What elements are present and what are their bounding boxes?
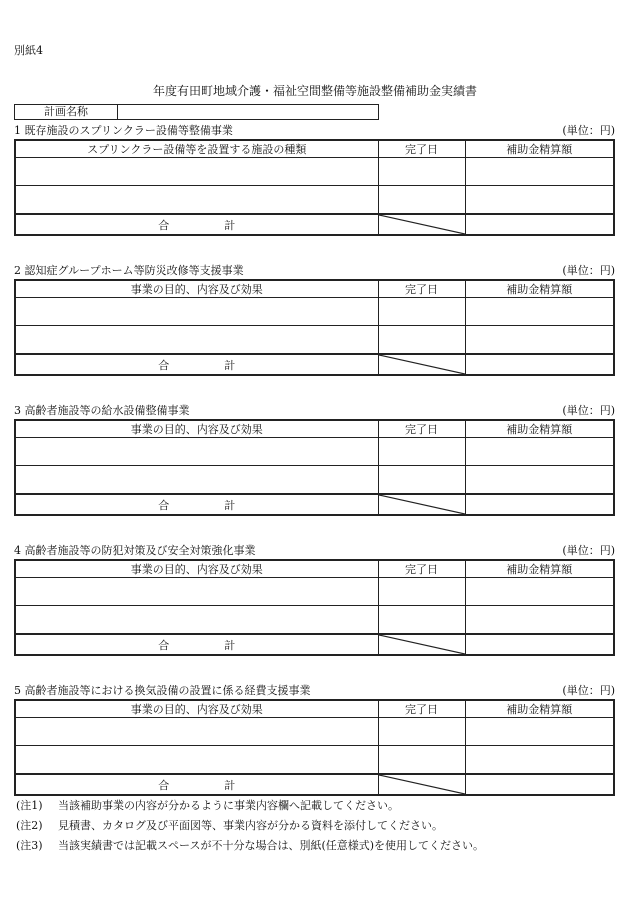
table-cell[interactable] bbox=[378, 578, 465, 606]
note-3-number: (注3) bbox=[16, 839, 43, 852]
note-1-number: (注1) bbox=[16, 799, 43, 812]
table-cell[interactable] bbox=[378, 326, 465, 355]
section-1-unit: (単位：円) bbox=[562, 124, 615, 137]
section-5-heading-row bbox=[14, 682, 615, 698]
section-5-total-label: 合 計 bbox=[15, 774, 378, 795]
section-4-unit: (単位：円) bbox=[562, 544, 615, 557]
section-5-col-completion: 完了日 bbox=[378, 700, 465, 718]
note-2-text: 見積書、カタログ及び平面図等、事業内容が分かる資料を添付してください。 bbox=[58, 819, 443, 832]
section-4-col-completion: 完了日 bbox=[378, 560, 465, 578]
section-1-total-label: 合 計 bbox=[15, 214, 378, 235]
table-cell[interactable] bbox=[15, 746, 378, 775]
section-3-total-label: 合 計 bbox=[15, 494, 378, 515]
table-cell[interactable] bbox=[15, 186, 378, 215]
table-cell[interactable] bbox=[465, 746, 614, 775]
note-3 bbox=[16, 836, 484, 856]
section-1-col-amount: 補助金精算額 bbox=[465, 140, 614, 158]
plan-name-field[interactable] bbox=[118, 105, 378, 119]
section-3-unit: (単位：円) bbox=[562, 404, 615, 417]
diagonal-strike-cell bbox=[378, 354, 465, 375]
section-2-heading-row bbox=[14, 262, 615, 278]
plan-name-label: 計画名称 bbox=[15, 105, 118, 119]
section-3-heading: 3 高齢者施設等の給水設備整備事業 bbox=[14, 404, 190, 417]
section-3-col-amount: 補助金精算額 bbox=[465, 420, 614, 438]
section-5-col-purpose: 事業の目的、内容及び効果 bbox=[15, 700, 378, 718]
section-5-total-amount[interactable] bbox=[465, 774, 614, 795]
table-cell[interactable] bbox=[378, 606, 465, 635]
note-2 bbox=[16, 816, 484, 836]
table-cell[interactable] bbox=[465, 326, 614, 355]
document-title: 年度有田町地域介護・福祉空間整備等施設整備補助金実績書 bbox=[152, 84, 477, 98]
table-cell[interactable] bbox=[15, 578, 378, 606]
note-1 bbox=[16, 796, 484, 816]
plan-name-row bbox=[14, 104, 379, 120]
diagonal-strike-cell bbox=[378, 494, 465, 515]
section-2-col-completion: 完了日 bbox=[378, 280, 465, 298]
document-label: 別紙4 bbox=[14, 44, 43, 57]
table-cell[interactable] bbox=[378, 158, 465, 186]
section-2-heading: 2 認知症グループホーム等防災改修等支援事業 bbox=[14, 264, 244, 277]
section-2-total-label: 合 計 bbox=[15, 354, 378, 375]
table-cell[interactable] bbox=[15, 298, 378, 326]
section-1-table bbox=[14, 139, 615, 236]
table-cell[interactable] bbox=[465, 186, 614, 215]
section-3-col-completion: 完了日 bbox=[378, 420, 465, 438]
table-cell[interactable] bbox=[465, 438, 614, 466]
section-4-total-amount[interactable] bbox=[465, 634, 614, 655]
table-cell[interactable] bbox=[465, 606, 614, 635]
table-cell[interactable] bbox=[378, 438, 465, 466]
table-cell[interactable] bbox=[378, 718, 465, 746]
section-2-unit: (単位：円) bbox=[562, 264, 615, 277]
section-4-col-amount: 補助金精算額 bbox=[465, 560, 614, 578]
table-cell[interactable] bbox=[378, 746, 465, 775]
section-5-col-amount: 補助金精算額 bbox=[465, 700, 614, 718]
table-cell[interactable] bbox=[465, 718, 614, 746]
table-cell[interactable] bbox=[465, 578, 614, 606]
section-3-total-amount[interactable] bbox=[465, 494, 614, 515]
section-1-col-facility: スプリンクラー設備等を設置する施設の種類 bbox=[15, 140, 378, 158]
notes bbox=[16, 796, 484, 856]
note-2-number: (注2) bbox=[16, 819, 43, 832]
section-2-total-amount[interactable] bbox=[465, 354, 614, 375]
section-2-col-purpose: 事業の目的、内容及び効果 bbox=[15, 280, 378, 298]
note-1-text: 当該補助事業の内容が分かるように事業内容欄へ記載してください。 bbox=[58, 799, 399, 812]
section-2-col-amount: 補助金精算額 bbox=[465, 280, 614, 298]
table-cell[interactable] bbox=[15, 606, 378, 635]
section-3-heading-row bbox=[14, 402, 615, 418]
table-cell[interactable] bbox=[15, 718, 378, 746]
table-cell[interactable] bbox=[465, 298, 614, 326]
table-cell[interactable] bbox=[378, 298, 465, 326]
section-1-col-completion: 完了日 bbox=[378, 140, 465, 158]
table-cell[interactable] bbox=[15, 326, 378, 355]
table-cell[interactable] bbox=[465, 466, 614, 495]
section-1-heading: 1 既存施設のスプリンクラー設備等整備事業 bbox=[14, 124, 233, 137]
section-4-heading: 4 高齢者施設等の防犯対策及び安全対策強化事業 bbox=[14, 544, 256, 557]
section-2-table bbox=[14, 279, 615, 376]
diagonal-strike-cell bbox=[378, 214, 465, 235]
section-1-total-amount[interactable] bbox=[465, 214, 614, 235]
table-cell[interactable] bbox=[15, 466, 378, 495]
table-cell[interactable] bbox=[15, 158, 378, 186]
section-5-table bbox=[14, 699, 615, 796]
section-5-heading: 5 高齢者施設等における換気設備の設置に係る経費支援事業 bbox=[14, 684, 311, 697]
section-4-heading-row bbox=[14, 542, 615, 558]
table-cell[interactable] bbox=[465, 158, 614, 186]
section-1-heading-row bbox=[14, 122, 615, 138]
section-3-col-purpose: 事業の目的、内容及び効果 bbox=[15, 420, 378, 438]
section-3-table bbox=[14, 419, 615, 516]
section-4-table bbox=[14, 559, 615, 656]
section-5-unit: (単位：円) bbox=[562, 684, 615, 697]
diagonal-strike-cell bbox=[378, 774, 465, 795]
table-cell[interactable] bbox=[378, 466, 465, 495]
section-4-total-label: 合 計 bbox=[15, 634, 378, 655]
table-cell[interactable] bbox=[15, 438, 378, 466]
note-3-text: 当該実績書では記載スペースが不十分な場合は、別紙(任意様式)を使用してください。 bbox=[58, 839, 485, 852]
section-4-col-purpose: 事業の目的、内容及び効果 bbox=[15, 560, 378, 578]
table-cell[interactable] bbox=[378, 186, 465, 215]
diagonal-strike-cell bbox=[378, 634, 465, 655]
